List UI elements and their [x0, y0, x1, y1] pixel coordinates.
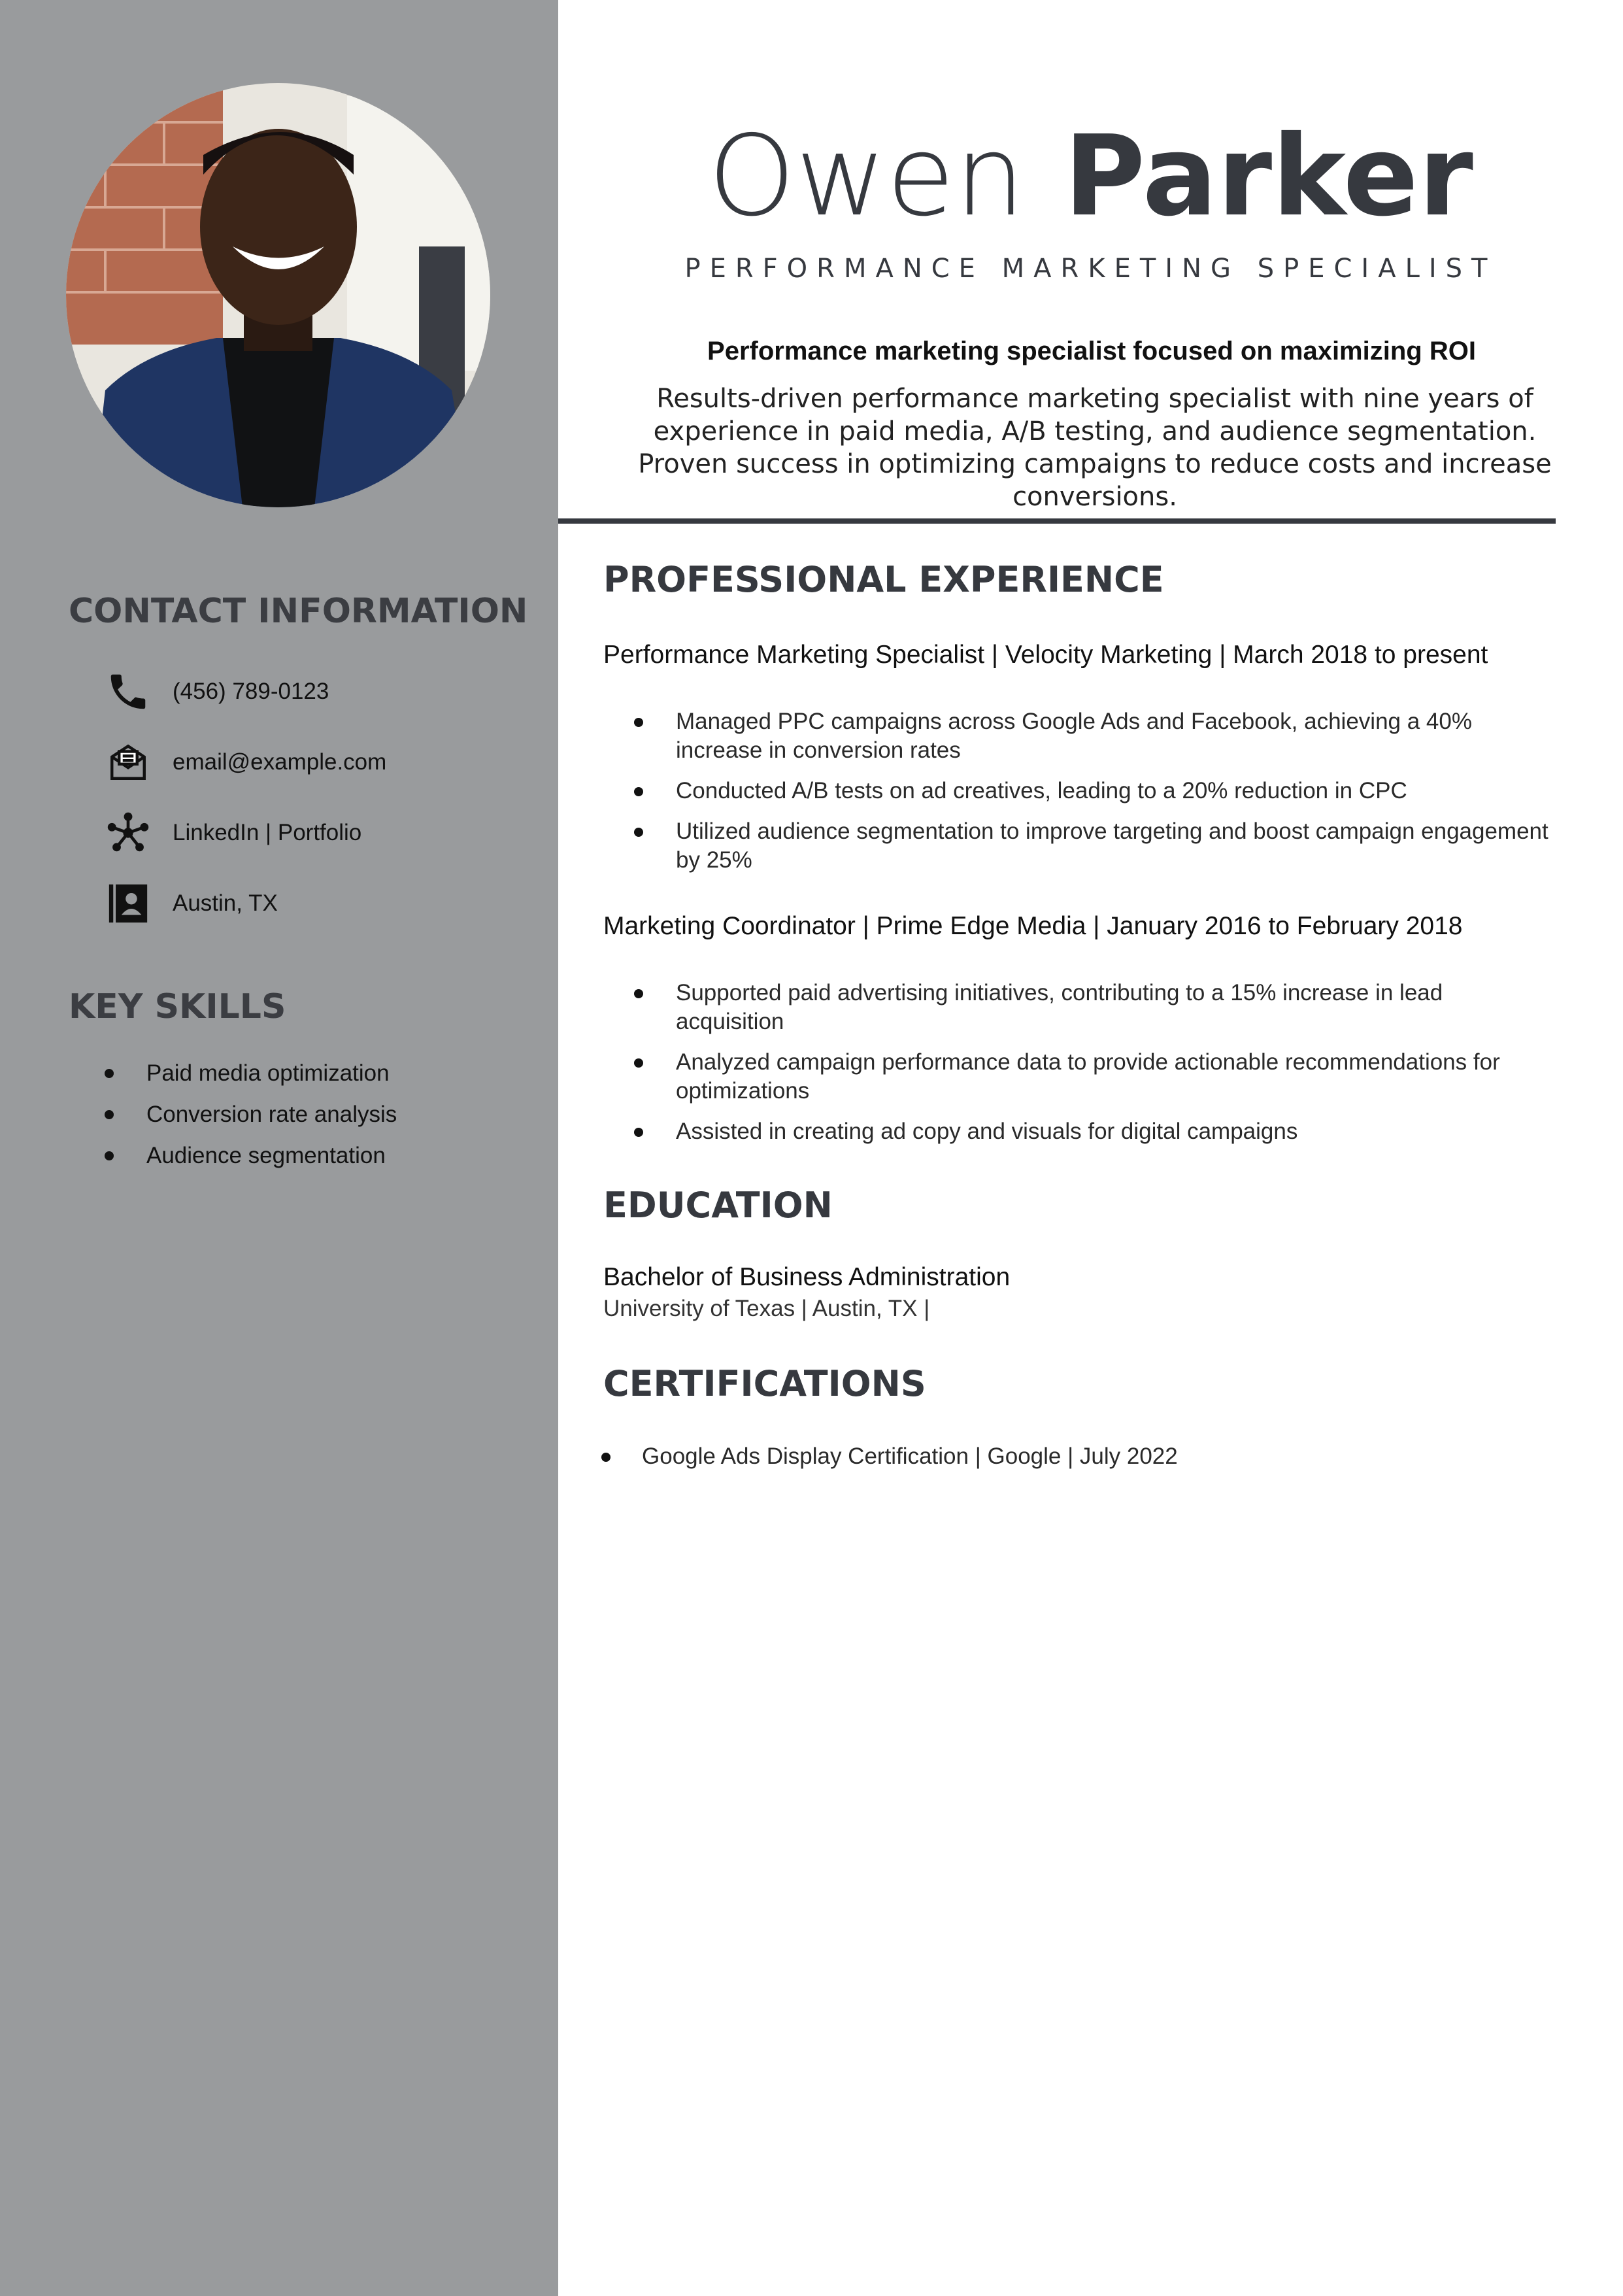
tagline: Performance marketing specialist focused on maximizing ROI: [707, 337, 1476, 365]
job-bullet: Managed PPC campaigns across Google Ads and Facebook, achieving a 40% increase in conversion rates: [634, 707, 1549, 765]
contact-phone[interactable]: [105, 666, 329, 718]
contact-text: email@example.com: [173, 749, 387, 775]
summary: Results-driven performance marketing specialist with nine years of experience in paid media, A/B testing, and audience segmentation. Proven success in optimizing campaigns to reduce costs and increase conversions.: [638, 384, 1552, 512]
certification-item: Google Ads Display Certification | Google | July 2022: [601, 1442, 1516, 1471]
job-bullet: Supported paid advertising initiatives, contributing to a 15% increase in lead acquisition: [634, 979, 1549, 1036]
job-title: Marketing Coordinator | Prime Edge Media | January 2016 to February 2018: [603, 912, 1463, 940]
bullet-dot: [634, 787, 643, 796]
contact-text: LinkedIn | Portfolio: [173, 820, 362, 845]
bullet-dot: [634, 1128, 643, 1137]
job-title: Performance Marketing Specialist | Velocity Marketing | March 2018 to present: [603, 641, 1488, 669]
job-bullet: Conducted A/B tests on ad creatives, leading to a 20% reduction in CPC: [634, 777, 1549, 805]
school: University of Texas | Austin, TX |: [603, 1296, 930, 1321]
profile-photo: [66, 83, 490, 507]
network-icon: [105, 809, 152, 856]
email-icon: [105, 739, 152, 786]
bullet-dot: [105, 1069, 114, 1078]
skill-item: Audience segmentation: [105, 1143, 386, 1169]
contact-text: Austin, TX: [173, 890, 278, 916]
contact-location: [105, 877, 278, 930]
contact-text: (456) 789-0123: [173, 679, 329, 704]
bullet-dot: [634, 989, 643, 998]
job-bullet: Utilized audience segmentation to improve targeting and boost campaign engagement by 25%: [634, 817, 1549, 875]
job-bullet: Assisted in creating ad copy and visuals for digital campaigns: [634, 1117, 1549, 1146]
skill-item: Paid media optimization: [105, 1060, 390, 1087]
bullet-dot: [634, 1058, 643, 1068]
skill-item: Conversion rate analysis: [105, 1102, 397, 1128]
first-name: Owen: [708, 112, 1026, 241]
bullet-dot: [601, 1453, 611, 1462]
bullet-dot: [105, 1110, 114, 1119]
bullet-dot: [105, 1151, 114, 1160]
job-bullet: Analyzed campaign performance data to provide actionable recommendations for optimizations: [634, 1048, 1549, 1106]
phone-icon: [105, 668, 152, 715]
degree: Bachelor of Business Administration: [603, 1263, 1011, 1291]
contact-email[interactable]: [105, 736, 386, 788]
education-heading: EDUCATION: [603, 1185, 833, 1226]
certifications-heading: CERTIFICATIONS: [603, 1363, 926, 1404]
bullet-dot: [634, 828, 643, 837]
job-role: PERFORMANCE MARKETING SPECIALIST: [684, 254, 1497, 284]
header-divider: [558, 518, 1556, 524]
skills-heading: KEY SKILLS: [69, 987, 286, 1026]
contact-card-icon: [105, 880, 152, 927]
candidate-name: [558, 111, 1623, 242]
bullet-dot: [634, 718, 643, 727]
contact-heading: CONTACT INFORMATION: [69, 592, 528, 631]
last-name: Parker: [1063, 112, 1473, 241]
experience-heading: PROFESSIONAL EXPERIENCE: [603, 559, 1164, 600]
contact-links[interactable]: [105, 807, 361, 859]
